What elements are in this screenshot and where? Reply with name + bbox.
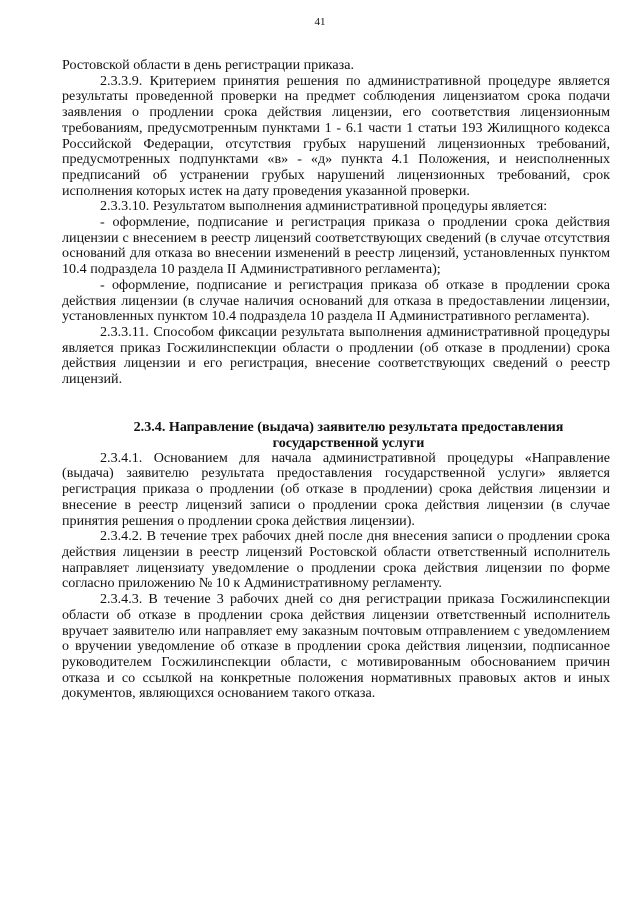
paragraph-bullet-prolongation: - оформление, подписание и регистрация приказа о продлении срока действия лицензии с внесением в реестр лицензий соответствующих сведений (в случае отсутствия оснований для отказа во внесении изменений в реестр лицензий, установленных пунктом 10.4 подраздела 10 раздела II Административного регламента); (62, 214, 610, 278)
section-heading-line-1: 2.3.4. Направление (выдача) заявителю результата предоставления (133, 418, 564, 435)
paragraph-2-3-3-11: 2.3.3.11. Способом фиксации результата выполнения административной процедуры является приказ Госжилинспекции области о продлении (об отказе в продлении) срока действия лицензии и его регистрация, внесение соответствующих сведений о реестр лицензий. (62, 323, 610, 388)
paragraph-2-3-4-2: 2.3.4.2. В течение трех рабочих дней после дня внесения записи о продлении срока действия лицензии в реестр лицензий Ростовской области ответственный исполнитель направляет лицензиату уведомление о продлении срока действия лицензии по форме согласно приложению № 10 к Административному регламенту. (62, 528, 610, 592)
paragraph-2-3-4-1: 2.3.4.1. Основанием для начала административной процедуры «Направление (выдача) заявителю результата предоставления государственной услуги» является регистрация приказа о продлении (об отказе в продлении) срока действия лицензии и внесение в реестр лицензий записи о продлении срока действия лицензии (в случае принятия решения о продлении срока действия лицензии). (62, 449, 610, 529)
paragraph-2-3-3-10: 2.3.3.10. Результатом выполнения административной процедуры является: (100, 198, 548, 215)
paragraph-continuation: Ростовской области в день регистрации приказа. (62, 57, 354, 73)
paragraph-bullet-refusal: - оформление, подписание и регистрация приказа об отказе в продлении срока действия лицензии (в случае наличия оснований для отказа в предоставлении лицензии, установленных пунктом 10.4 подраздела 10 раздела II Административного регламента). (62, 276, 610, 325)
section-heading (62, 419, 610, 451)
section-spacer (62, 388, 610, 419)
page-number: 41 (314, 16, 326, 28)
document-body (62, 58, 610, 702)
paragraph-2-3-4-3: 2.3.4.3. В течение 3 рабочих дней со дня регистрации приказа Госжилинспекции области об отказе в продлении срока действия лицензии ответственный исполнитель вручает заявителю или направляет ему заказным почтовым отправлением с уведомлением о вручении уведомление об отказе в продлении срока действия лицензии, подписанное руководителем Госжилинспекции области, с мотивированным обоснованием причин отказа и со ссылкой на конкретные положения нормативных правовых актов и иных документов, являющихся основанием такого отказа. (62, 591, 610, 702)
paragraph-2-3-3-9: 2.3.3.9. Критерием принятия решения по административной процедуре является результаты проведенной проверки на предмет соблюдения лицензиатом срока подачи заявления о продлении срока действия лицензии, его соответствия лицензионным требованиям, предусмотренным пунктами 1 - 6.1 части 1 статьи 193 Жилищного кодекса Российской Федерации, отсутствия грубых нарушений лицензионных требований, предусмотренных подпунктами «в» - «д» пункта 4.1 Положения, и неисполненных предписаний об устранении грубых нарушений лицензионных требований, срок исполнения которых истек на дату проведения указанной проверки. (62, 72, 610, 199)
section-heading-line-2: государственной услуги (272, 434, 425, 451)
